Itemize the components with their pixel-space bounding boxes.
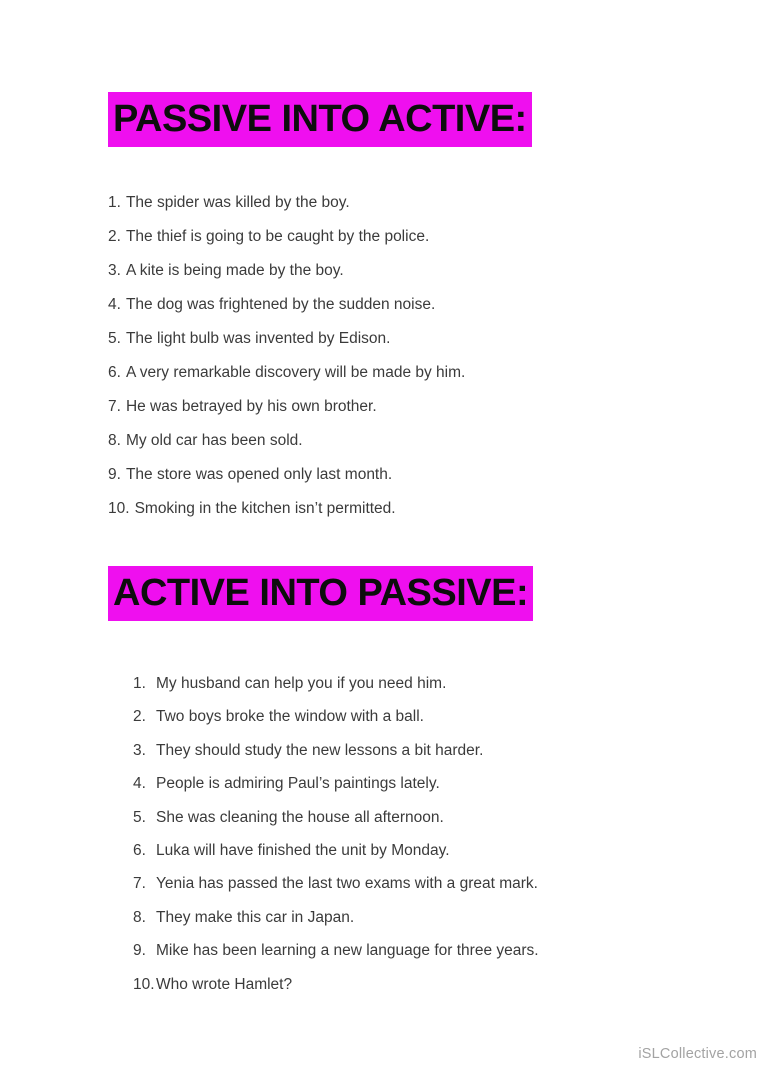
list-item-text: Two boys broke the window with a ball. bbox=[156, 708, 424, 726]
list-item bbox=[133, 801, 539, 834]
list-item-text: The thief is going to be caught by the police. bbox=[125, 228, 430, 245]
list-item-number: 6. bbox=[133, 841, 146, 859]
list-item-text: Who wrote Hamlet? bbox=[156, 975, 293, 993]
list-item bbox=[108, 288, 465, 322]
list-item bbox=[108, 458, 465, 492]
list-item-number: 1. bbox=[133, 675, 146, 692]
list-item-text: My husband can help you if you need him. bbox=[156, 675, 447, 692]
list-item bbox=[108, 220, 465, 254]
list-item-number: 3. bbox=[108, 262, 121, 279]
list-item bbox=[108, 356, 465, 390]
list-item bbox=[133, 968, 539, 1001]
list-item-number: 7. bbox=[108, 398, 121, 415]
list-item-number: 10. bbox=[133, 975, 155, 993]
list-item bbox=[133, 867, 539, 900]
list-item bbox=[108, 492, 465, 526]
list-item bbox=[108, 424, 465, 458]
list-item-number: 9. bbox=[108, 466, 121, 483]
list-item bbox=[133, 700, 539, 733]
list-item-number: 5. bbox=[133, 808, 146, 826]
list-item-text: The light bulb was invented by Edison. bbox=[125, 330, 391, 347]
passive-sentences-list bbox=[108, 186, 465, 526]
list-item-number: 2. bbox=[108, 228, 121, 245]
islcollective-watermark: iSLCollective.com bbox=[638, 1046, 757, 1062]
list-item-text: A very remarkable discovery will be made by him. bbox=[125, 364, 466, 381]
list-item bbox=[133, 667, 539, 700]
list-item-text: A kite is being made by the boy. bbox=[125, 262, 344, 279]
list-item bbox=[108, 186, 465, 220]
list-item-number: 3. bbox=[133, 741, 146, 759]
list-item-text: My old car has been sold. bbox=[125, 432, 303, 449]
list-item-number: 2. bbox=[133, 708, 146, 726]
list-item-text: She was cleaning the house all afternoon. bbox=[156, 808, 444, 826]
list-item bbox=[133, 767, 539, 800]
list-item bbox=[133, 901, 539, 934]
list-item-number: 9. bbox=[133, 942, 146, 960]
list-item-text: Smoking in the kitchen isn’t permitted. bbox=[134, 500, 396, 517]
list-item-text: He was betrayed by his own brother. bbox=[125, 398, 377, 415]
list-item-number: 4. bbox=[133, 775, 146, 793]
list-item-text: Luka will have finished the unit by Monday. bbox=[156, 841, 450, 859]
list-item-text: Mike has been learning a new language for three years. bbox=[156, 942, 539, 960]
active-sentences-list bbox=[133, 667, 539, 1001]
list-item bbox=[133, 734, 539, 767]
list-item-number: 7. bbox=[133, 875, 146, 893]
list-item-text: The dog was frightened by the sudden noise. bbox=[125, 296, 436, 313]
list-item-text: They should study the new lessons a bit harder. bbox=[156, 741, 484, 759]
list-item bbox=[108, 254, 465, 288]
section-heading-active-into-passive: ACTIVE INTO PASSIVE: bbox=[108, 566, 533, 621]
list-item bbox=[108, 390, 465, 424]
list-item-number: 1. bbox=[108, 194, 121, 211]
list-item-text: The store was opened only last month. bbox=[125, 466, 393, 483]
list-item bbox=[133, 834, 539, 867]
list-item bbox=[108, 322, 465, 356]
list-item-number: 10. bbox=[108, 500, 130, 517]
list-item-number: 4. bbox=[108, 296, 121, 313]
list-item-number: 6. bbox=[108, 364, 121, 381]
list-item-text: Yenia has passed the last two exams with a great mark. bbox=[156, 875, 538, 893]
list-item-text: They make this car in Japan. bbox=[156, 908, 355, 926]
list-item-text: The spider was killed by the boy. bbox=[125, 194, 350, 211]
section-heading-passive-into-active: PASSIVE INTO ACTIVE: bbox=[108, 92, 532, 147]
list-item-text: People is admiring Paul’s paintings lately. bbox=[156, 775, 440, 793]
list-item-number: 8. bbox=[133, 908, 146, 926]
list-item bbox=[133, 934, 539, 967]
list-item-number: 8. bbox=[108, 432, 121, 449]
list-item-number: 5. bbox=[108, 330, 121, 347]
